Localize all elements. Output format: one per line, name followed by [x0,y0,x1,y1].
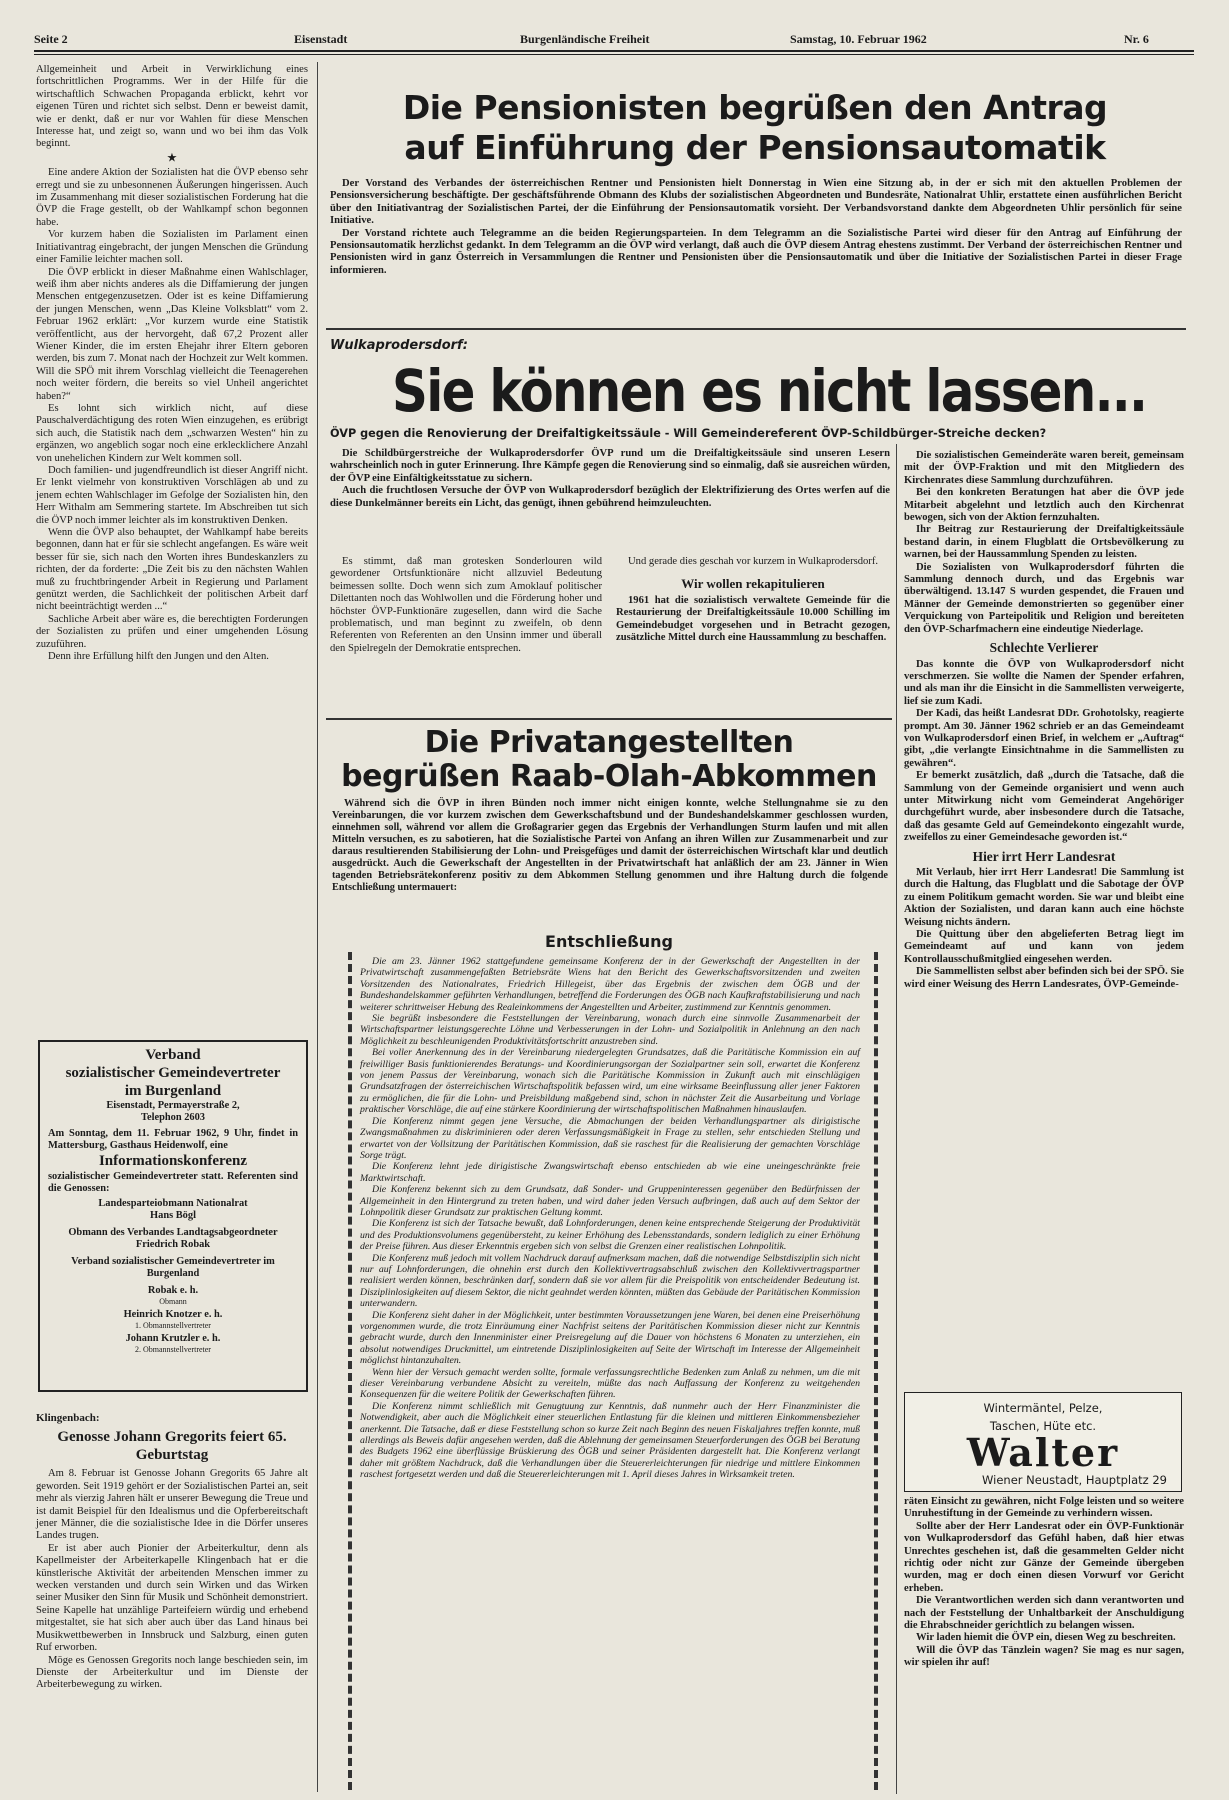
gregorits-title: Genosse Johann Gregorits feiert 65. Geburtstag [57,1429,287,1464]
wulka-paragraph: Die sozialistischen Gemeinderäte waren bereit, gemeinsam mit der ÖVP-Fraktion und mit den Mitgliedern des Kirchenrates diese Sammlung durchzuführen. [904,450,1184,486]
pension-paragraph: Der Vorstand des Verbandes der österreichischen Rentner und Pensionisten hielt Donnerstag in Wien eine Sitzung ab, in der er sich mit den aktuellen Problemen der Pensionsversicherung beschäftigte. Der geschäftsführende Obmann des Klubs der sozialistischen Abgeordneten und Bundesräte, Nationalrat Uhlir, erstattete einen ausführlichen Bericht über den Initiativantrag der Sozialistischen Partei, der die Einführung der Pensionsautomatik vorsieht. Der Verbandsvorstand dankte dem Abgeordneten Uhlir persönlich für seine Initiative. [330,178,1182,227]
notice-title-1: Verband [145,1047,201,1063]
raab-lead [332,798,888,894]
pension-headline [330,88,1180,168]
raab-headline [326,726,892,794]
left-paragraph: Doch familien- und jugendfreundlich ist dieser Angriff nicht. Er lenkt vielmehr von konstruktiven Vorschlägen ab und zu jenem echten Wahlschlager im Gefolge der Sozialisten hin, den Herr Withalm am Semmering startete. Im Abschreiben tut sich die ÖVP noch immer leichter als im konstruktiven Denken. [36,465,308,526]
raab-resolution-title: Entschließung [545,932,673,951]
header-rule [34,50,1194,52]
page-header [34,28,1194,48]
resolution-paragraph: Die Konferenz sieht daher in der Möglichkeit, unter bestimmten Voraussetzungen jene Waren, bei denen eine Preiserhöhung vorgenommen wurde, die trotz Einräumung einer Nachfrist seitens der Paritätischen Kommission dieser nicht zur Kenntnis gebracht wurde, durch den Innenminister einer Preisregelung auf die Dauer von höchstens 6 Monaten zu unterziehen, ein absolut notwendiges Druckmittel, um eintretende Disziplinlosigkeiten auf Seite der Wirtschaft im Interesse der Allgemeinheit möglichst hintanzuhalten. [360,1309,860,1367]
walter-ad [904,1392,1182,1492]
wulka-paragraph: Die Sammellisten selbst aber befinden sich bei der SPÖ. Sie wird einer Weisung des Herrn Landesrates, ÖVP-Gemeinde- [904,966,1184,990]
wulka-paragraph: Mit Verlaub, hier irrt Herr Landesrat! Die Sammlung ist durch die Haltung, das Flugblatt und die Sabotage der ÖVP zu einem Politikum gemacht worden. Sie war und bleibt eine Aktion der Sozialisten, und daran kann auch eine höchste Weisung nichts ändern. [904,867,1184,928]
wulka-paragraph: Will die ÖVP das Tänzlein wagen? Sie mag es nur sagen, wir spielen ihr auf! [904,1644,1184,1669]
header-date: Samstag, 10. Februar 1962 [790,32,927,46]
wulka-subtitle: Wir wollen rekapitulieren [681,576,825,592]
left-column [36,64,308,664]
notice-title-3: im Burgenland [124,1083,222,1099]
gregorits-paragraph: Am 8. Februar ist Genosse Johann Gregorits 65 Jahre alt geworden. Seit 1919 gehört er der Sozialistischen Partei an, seit mehr als vierzig Jahren hält er unserer Bewegung die Treue und ist damit Beispiel für den Idealismus und die Opferbereitschaft jener Männer, die die sozialistische Idee in die Dörfer unseres Landes trugen. [36,1468,308,1542]
gregorits-paragraph: Möge es Genossen Gregorits noch lange beschieden sein, im Dienste der Arbeiterkultur und im Dienste der Arbeiterbewegung zu wirken. [36,1654,308,1691]
wulka-paragraph: Die Verantwortlichen werden sich dann verantworten und nach der Feststellung der Unhaltbarkeit der Anschuldigung die Ehrabschneider gerichtlich zu belangen wissen. [904,1595,1184,1632]
wulka-kicker: Wulkaprodersdorf: [330,338,468,353]
left-paragraph: Eine andere Aktion der Sozialisten hat die ÖVP ebenso sehr erregt und sie zu unbesonnenen Äußerungen hingerissen. Auch im Zusammenhang mit dieser sozialistischen Forderung hat die ÖVP die Frage gestellt, ob der Wahlkampf schon begonnen habe. [36,167,308,228]
header-place: Eisenstadt [294,32,348,46]
wulka-headline: Sie können es nicht lassen... [392,357,1147,425]
wulka-paragraph: Er bemerkt zusätzlich, daß „durch die Tatsache, daß die Sammlung von der Gemeinde organisiert und wenn auch unter Mitwirkung nicht vom Gemeinderat Angehöriger durchgeführt wurde, aber insbesondere durch die Tatsache, daß das gesamte Geld auf Gemeindekonto eingezahlt wurde, zweifellos zu einer Gemeindesache geworden ist.“ [904,770,1184,844]
ad-line-2: Taschen, Hüte etc. [989,1419,1097,1433]
resolution-paragraph: Die Konferenz muß jedoch mit vollem Nachdruck darauf aufmerksam machen, daß die notwendige Selbstdisziplin sich nicht nur auf Lohnforderungen, die ohnehin erst durch den Kollektivvertragsabschluß zwischen den Kollektivvertragspartner realisiert werden können, beschränken darf, sondern daß sie vor allem für die Preispolitik von entscheidender Bedeutung ist. Disziplinlosigkeiten auf diesem Sektor, die nicht geahndet werden könnten, müßten das Gebäude der Paritätischen Kommission unterwandern. [360,1252,860,1310]
raab-lead-paragraph: Während sich die ÖVP in ihren Bünden noch immer nicht einigen konnte, welche Stellungnahme sie zu den Vereinbarungen, die vor kurzem zwischen dem Gewerkschaftsbund und der Bundeshandelskammer geschlossen wurden, einnehmen soll, während vor allem die Großagrarier gegen das Ergebnis der Verhandlungen Sturm laufen und mit allen Mitteln versuchen, es zu sabotieren, hat die Sozialistische Partei von Anfang an ihren Willen zur Zusammenarbeit und zur daraus resultierenden Stabilisierung der Lohn- und Preisgefüges und damit der österreichischen Wirtschaft klar und deutlich ausgedrückt. Auch die Gewerkschaft der Angestellten in der Privatwirtschaft hat anläßlich der am 23. Jänner in Wien tagenden Betriebsrätekonferenz positiv zu dem Abkommen Stellung genommen und ihre Haltung durch die folgende Entschließung untermauert: [332,798,888,893]
notice-ref-1a: Landesparteiobmann Nationalrat [98,1198,248,1209]
header-rule-thin [34,54,1194,55]
left-paragraph: Wenn die ÖVP also behauptet, der Wahlkampf habe bereits begonnen, dann hat er für sie schlecht angefangen. Es wäre weit besser für sie, sich nach den Worten ihres Bundeskanzlers zu richten, der da forderte: „Die Zeit bis zu den nächsten Wahlen muß zu fruchtbringender Arbeit in Regierung und Parlament genützt werden, die Sachlichkeit der politischen Arbeit darf nicht beeinträchtigt werden ...“ [36,527,308,613]
wulka-paragraph: räten Einsicht zu gewähren, nicht Folge leisten und so weitere Unruhestiftung in der Gemeinde zu verhindern wissen. [904,1496,1184,1520]
pension-lead [330,178,1182,277]
wulka-lead-paragraph: Auch die fruchtlosen Versuche der ÖVP von Wulkaprodersdorf bezüglich der Elektrifizierung des Ortes werfen auf die diese Dunkelmänner bereits ein Licht, das genügt, ihnen gebührend heimzuleuchten. [330,485,890,509]
pension-title-2: auf Einführung der Pensionsautomatik [404,128,1106,167]
wulka-paragraph: 1961 hat die sozialistisch verwaltete Gemeinde für die Restaurierung der Dreifaltigkeitssäule 10.000 Schilling im Gemeindebudget vorgesehen und in Betracht gezogen, zusätzliche Mittel durch eine Haussammlung zu beschaffen. [616,594,890,644]
resolution-text [360,956,860,1481]
raab-title-2: begrüßen Raab-Olah-Abkommen [341,759,877,794]
resolution-paragraph: Die Konferenz nimmt gegen jene Versuche, die Abmachungen der beiden Verhandlungspartner als dirigistische Zwangsmaßnahmen zu diskriminieren oder deren Verfassungsmäßigkeit in Frage zu stellen, sehr entschieden Stellung und erwartet von der Vollsitzung der Paritätischen Kommission, daß sie raschest für die Realisierung der gemachten Vorschläge Sorge trägt. [360,1115,860,1161]
wulka-paragraph: Die Quittung über den abgelieferten Betrag liegt im Gemeindeamt auf und kann von jedem Kontrollausschußmitglied eingesehen werden. [904,929,1184,965]
wulka-paragraph: Und gerade dies geschah vor kurzem in Wulkaprodersdorf. [628,556,879,567]
gregorits-kicker: Klingenbach: [36,1412,100,1424]
wulka-paragraph: Es stimmt, daß man grotesken Sonderlouren wild gewordener Ortsfunktionäre nicht allzuviel Bedeutung beimessen sollte. Doch wenn sich zum Amoklauf politischer Dilettanten noch das Wohlwollen und die Förderung hoher und höchster ÖVP-Funktionäre zugesellen, dann wird die Sache problematisch, und man beginnt zu zweifeln, ob denn Referenten von Referenten an den Unsinn immer und überall den Spielregeln der Demokratie entsprechen. [330,556,602,654]
notice-address-1: Eisenstadt, Permayerstraße 2, [106,1100,240,1111]
resolution-paragraph: Sie begrüßt insbesondere die Feststellungen der Vereinbarung, wonach durch eine sinnvolle Zusammenarbeit der Wirtschaftspartner leistungsgerechte Löhne und Verbesserungen in der Lohn- und Sozialpolitik in Anlehnung an den nach Möglichkeit zu beschleunigenden Produktivitätsfortschritt anzustreben sind. [360,1013,860,1047]
wulka-paragraph: Die Sozialisten von Wulkaprodersdorf führten die Sammlung dennoch durch, und das Ergebnis war überwältigend. 13.147 S wurden gespendet, die Frauen und Männer der Gemeinde demonstrierten so gegenüber einer Verquickung von Parteipolitik und Religion und bereiteten den ÖVP-Scharfmachern eine eindeutige Niederlage. [904,561,1184,635]
header-issue: Nr. 6 [1124,32,1149,46]
notice-address-2: Telephon 2603 [141,1112,205,1123]
wulka-paragraph: Wir laden hiemit die ÖVP ein, diesen Weg zu beschreiten. [916,1632,1176,1644]
notice-ref-1b: Hans Bögl [150,1210,196,1221]
ad-brand: Walter [966,1430,1120,1475]
gregorits-article [36,1412,308,1692]
resolution-paragraph: Die Konferenz ist sich der Tatsache bewußt, daß Lohnforderungen, denen keine entsprechende Steigerung der Produktivität und des Produktionsvolumens gegenübersteht, zu keiner Erhöhung des Lebensstandards, sondern lediglich zu einer Erhöhung der Preise führen. Aus dieser Erkenntnis ergeben sich von selbst die Grenzen einer realistischen Lohnpolitik. [360,1218,860,1253]
ad-line-1: Wintermäntel, Pelze, [983,1401,1103,1415]
left-paragraph: Sachliche Arbeit aber wäre es, die berechtigten Forderungen der Sozialisten zu prüfen und einer umgehenden Lösung zuzuführen. [36,613,308,650]
resolution-paragraph: Bei voller Anerkennung des in der Vereinbarung niedergelegten Grundsatzes, daß die Paritätische Kommission ein auf freiwilliger Basis funktionierendes Beratungs- und Koordinierungsorgan der Sozialpartner sein soll, erwartet die Konferenz von jenem Passus der Vereinbarung, wonach sich die Paritätische Kommission in Zukunft auch mit einschlägigen Grundsatzfragen der österreichischen Wirtschaftspolitik befassen wird, um eine wirksame Beeinflussung aller jener Faktoren zu ermöglichen, die für die Lohn- und Preisbildung maßgebend sind, schon in nächster Zeit die Ausarbeitung und Vorlage praktischer Vorschläge, die auf eine stärkere Koordinierung der wirtschaftspolitischen Maßnahmen hinauslaufen. [360,1047,860,1116]
notice-intro: sozialistischer Gemeindevertreter statt. Referenten sind die Genossen: [48,1171,298,1194]
notice-box [38,1040,308,1392]
notice-sign-2: Heinrich Knotzer e. h. [123,1309,223,1320]
notice-sign-3: Johann Krutzler e. h. [125,1333,221,1344]
notice-ref-3: Verband sozialistischer Gemeindevertreter im Burgenland [71,1256,275,1279]
wulka-paragraph: Das konnte die ÖVP von Wulkaprodersdorf nicht verschmerzen. Sie wollte die Namen der Spender erfahren, und als man ihr die Einsicht in die Sammellisten verweigerte, lief sie zum Kadi. [904,658,1184,707]
notice-ref-2: Obmann des Verbandes Landtagsabgeordneter Friedrich Robak [68,1227,278,1250]
wulka-lead-paragraph: Die Schildbürgerstreiche der Wulkaprodersdorfer ÖVP rund um die Dreifaltigkeitssäule sind unseren Lesern wahrscheinlich noch in guter Erinnerung. Ihre Kämpfe gegen die Renovierung sind so einmalig, daß sie ausreichen würden, der ÖVP eine Einfältigkeitsstatue zu sichern. [330,448,890,484]
section-rule [326,718,892,720]
left-paragraph: Es lohnt sich wirklich nicht, auf diese Pauschalverdächtigung des roten Wien einzugehen, es erübrigt sich auch, die Statistik nach dem „schwarzen Westen“ hin zu ergänzen, wo angeblich sogar noch eine erklecklichere Anzahl von unehelichen Kindern zur Welt kommen soll. [36,402,308,464]
left-paragraph: Denn ihre Erfüllung hilft den Jungen und den Alten. [48,651,269,663]
resolution-paragraph: Wenn hier der Versuch gemacht werden sollte, formale verfassungsrechtliche Bedenken zum Anlaß zu nehmen, um die mit dieser Vereinbarung verbundene Absicht zu vereiteln, müßte das nach Auffassung der Konferenz zu weitgehenden Konsequenzen für die weitere Politik der Gewerkschaften führen. [360,1366,860,1401]
page-number: Seite 2 [34,32,68,46]
notice-role-3: 2. Obmannstellvertreter [135,1345,211,1354]
resolution-paragraph: Die Konferenz lehnt jede dirigistische Zwangswirtschaft ebenso entschieden ab wie eine uneingeschränkte freie Marktwirtschaft. [360,1161,860,1184]
raab-title-1: Die Privatangestellten [424,725,794,760]
wulka-paragraph: Der Kadi, das heißt Landesrat DDr. Grohotolsky, reagierte prompt. Am 30. Jänner 1962 schrieb er an das Gemeindeamt von Wulkaprodersdorf einen Brief, in welchem er „Auftrag“ gibt, „die verlangte Einsichtnahme in die Sammellisten zu gewähren“. [904,708,1184,769]
notice-when: Am Sonntag, dem 11. Februar 1962, 9 Uhr, findet in Mattersburg, Gasthaus Heidenwolf, eine [48,1128,298,1151]
wulka-right-column [904,450,1184,991]
gregorits-paragraph: Er ist aber auch Pionier der Arbeiterkultur, denn als Kapellmeister der Arbeiterkapelle Klingenbach hat er die künstlerische Aktivität der arbeitenden Menschen immer zu wecken verstanden und durch sein Wirken und das Wirken seiner Musiker den Sinn für Musik und Schönheit demonstriert. Seine Kapelle hat unzählige Parteifeiern würdig und erhebend mitgestaltet, sie hat sich aber auch über das Land hinaus bei Musikwettbewerben in Innsbruck und Salzburg, einen guten Ruf erworben. [36,1542,308,1654]
wulka-col-1 [330,556,602,655]
notice-role-2: 1. Obmannstellvertreter [135,1321,211,1330]
left-paragraph: Vor kurzem haben die Sozialisten im Parlament einen Initiativantrag eingebracht, der jungen Menschen die Gründung einer Familie leichter machen soll. [36,229,308,266]
column-rule [896,444,897,1794]
wulka-right-column-end [904,1496,1184,1670]
pension-title-1: Die Pensionisten begrüßen den Antrag [402,88,1108,127]
header-paper: Burgenländische Freiheit [520,32,650,46]
left-paragraph: Allgemeinheit und Arbeit in Verwirklichung eines fortschrittlichen Programms. Wer in der Hilfe für die wirtschaftlich Schwachen Propaganda erblickt, kehrt vor eigenen Türen und richtet sich selbst. Denn er beweist damit, wie er denkt, daß er nur vor Wahlen für diese Menschen Interesse hat, und zeigt so, wann und wo bei ihm das Volk beginnt. [36,64,308,150]
notice-role-1: Obmann [159,1297,187,1306]
wulka-paragraph: Sollte aber der Herr Landesrat oder ein ÖVP-Funktionär von Wulkaprodersdorf das Gefühl haben, daß hier etwas Unrechtes geschehen ist, daß die gesammelten Gelder nicht richtig oder nicht zur Gänze der Gemeinde übergeben wurden, mag er doch einen diesen Vorwurf vor Gericht erheben. [904,1520,1184,1594]
notice-conference: Informationskonferenz [98,1153,248,1169]
wulka-lead [330,448,890,510]
notice-sign-1: Robak e. h. [147,1285,199,1296]
notice-title-2: sozialistischer Gemeindevertreter [65,1065,281,1081]
resolution-paragraph: Die am 23. Jänner 1962 stattgefundene gemeinsame Konferenz der in der Gewerkschaft der Angestellten in der Privatwirtschaft zusammengefaßten Betriebsräte Wiens hat den Bericht des Gewerkschaftsvorsitzenden und zweiten Vorsitzenden des Nationalrates, Friedrich Hillegeist, über das Ergebnis der zwischen dem ÖGB und der Bundeshandelskammer geführten Verhandlungen, betreffend die Forderungen des ÖGB nach Kaufkraftstabilisierung und nach weiterer schrittweiser Hebung des Realeinkommens der Angestellten und Arbeiter, zustimmend zur Kenntnis genommen. [360,956,860,1013]
resolution-paragraph: Die Konferenz nimmt schließlich mit Genugtuung zur Kenntnis, daß nunmehr auch der Herr Finanzminister die Notwendigkeit, aber auch die Möglichkeit einer steuerlichen Entlastung für die kleinen und mittleren Einkommensbezieher anerkennt. Die Tatsache, daß er diese Feststellung schon so kurze Zeit nach Beginn des neuen Fiskaljahres treffen konnte, muß allerdings als Beweis dafür angesehen werden, daß die Ablehnung der gemeinsamen Steuerforderungen des ÖGB bei Beratung des Budgets 1962 eine überflüssige Brüskierung des ÖGB und seiner Präsidenten dargestellt hat. Die Konferenz verlangt daher mit größtem Nachdruck, daß die Verhandlungen über die Steuererleichterungen für niedrige und mittlere Einkommen raschest fortgesetzt werden und daß die Steuererleichterungen mit 1. April dieses Jahres in Wirksamkeit treten. [360,1400,860,1481]
ad-address: Wiener Neustadt, Hauptplatz 29 [982,1473,1167,1487]
pension-paragraph: Der Vorstand richtete auch Telegramme an die beiden Regierungsparteien. In dem Telegramm an die Sozialistische Partei wird dieser für den Antrag auf Einführung der Pensionsautomatik herzlichst gedankt. In dem Telegramm an die ÖVP wird verlangt, daß auch die ÖVP diesem Antrag ehestens zustimmt. Der Verband der österreichischen Rentner und Pensionisten wird in ganz Österreich in Versammlungen die Rentner und Pensionisten über die Pensionsautomatik und über die Initiative der Sozialistischen Partei in dieser Frage informieren. [330,227,1182,276]
wulka-subtitle: Schlechte Verlierer [989,640,1099,656]
left-paragraph: Die ÖVP erblickt in dieser Maßnahme einen Wahlschlager, weiß ihm aber nichts anderes als die Diffamierung der jungen Menschen entgegenzusetzen. Oder ist es keine Diffamierung der jungen Menschen, wenn „Das Kleine Volksblatt“ vom 2. Februar 1962 erklärt: „Vor kurzem wurde eine Statistik veröffentlicht, aus der hervorgeht, daß 67,2 Prozent aller Wiener Kinder, die im ersten Ehejahr ihrer Eltern geboren werden, bis zum 7. Monat nach der Hochzeit zur Welt kommen. Will die SPÖ mit ihrem Vorschlag vielleicht die Teenagerehen noch weiter fördern, die bereits so viel Unheil angerichtet haben?“ [36,266,308,402]
wulka-subtitle: Hier irrt Herr Landesrat [972,848,1116,864]
star-separator: ★ [167,152,177,164]
wulka-subhead: ÖVP gegen die Renovierung der Dreifaltigkeitssäule - Will Gemeindereferent ÖVP-Schildbürger-Streiche decken? [330,426,1047,440]
wulka-col-2 [616,556,890,644]
column-rule [317,62,318,1792]
wulka-paragraph: Ihr Beitrag zur Restaurierung der Dreifaltigkeitssäule bestand darin, in einem Flugblatt die Ortsbevölkerung zu warnen, bei der Haussammlung Spenden zu leisten. [904,524,1184,561]
resolution-paragraph: Die Konferenz bekennt sich zu dem Grundsatz, daß Sonder- und Gruppeninteressen gegenüber den Bedürfnissen der Allgemeinheit in den Hintergrund zu treten haben, und wird daher jeden Versuch aufbringen, daß auch auf dem Sektor der Lohnpolitik dieser Grundsatz zur praktischen Geltung kommt. [360,1184,860,1218]
wulka-paragraph: Bei den konkreten Beratungen hat aber die ÖVP jede Mitarbeit abgelehnt und letztlich auch den Kirchenrat bewogen, sich von der Aktion fernzuhalten. [904,487,1184,524]
section-rule [326,328,1186,330]
